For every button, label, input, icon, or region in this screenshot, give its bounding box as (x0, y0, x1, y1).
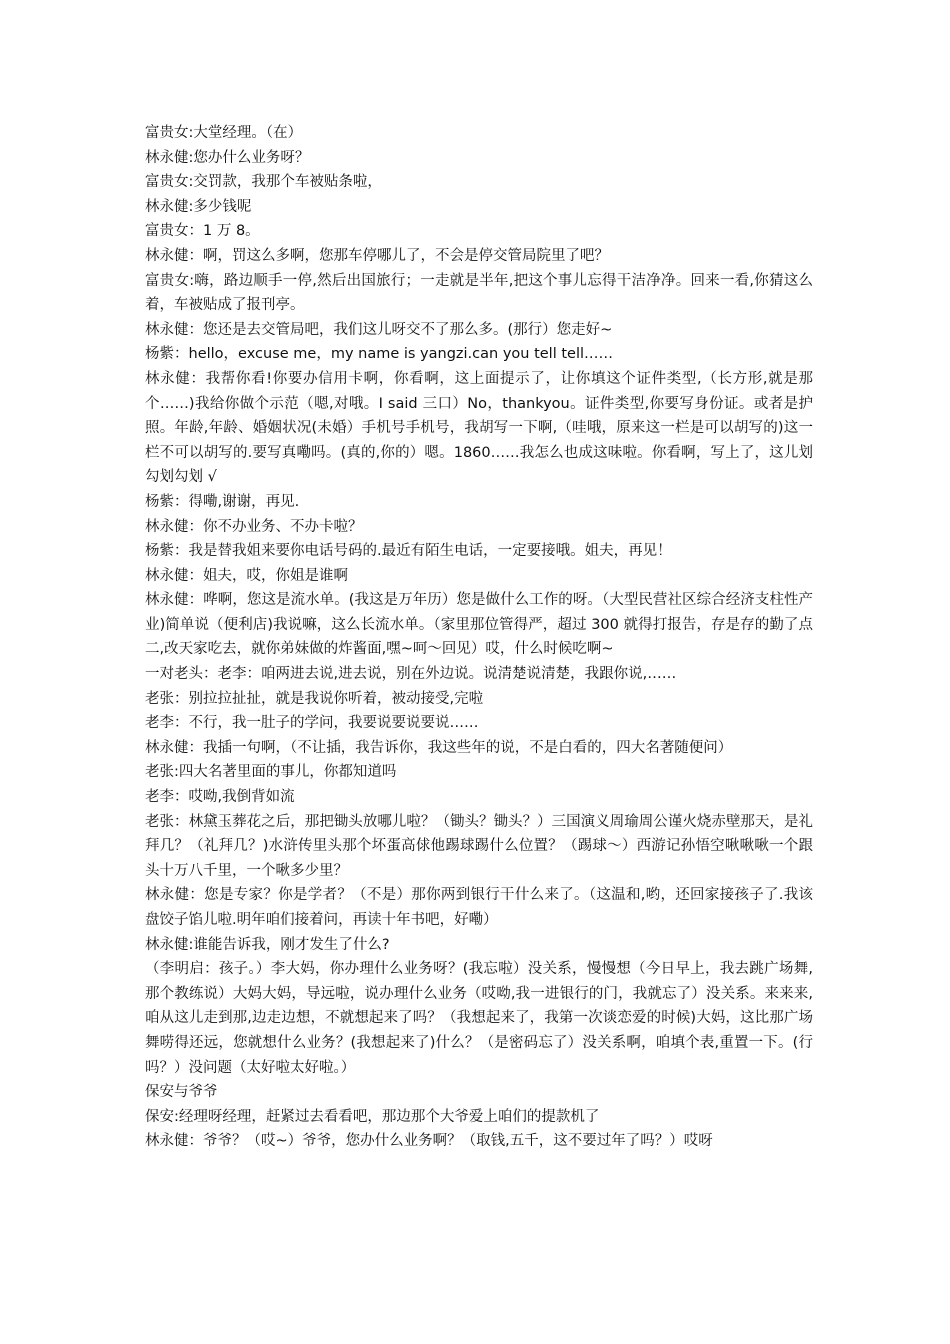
paragraph: 老李：不行，我一肚子的学问，我要说要说要说…… (145, 715, 479, 732)
paragraph: 杨紫：得嘞,谢谢，再见. (145, 493, 300, 510)
paragraph: 富贵女：1 万 8。 (145, 223, 260, 240)
paragraph: 林永健：我帮你看!你要办信用卡啊，你看啊，这上面提示了，让你填这个证件类型,（长方形,就是那个……)我给你做个示范（嗯,对哦。I said 三口）No，thankyou。证件类型,你要写身份证。或者是护照。年龄,年龄、婚姻状况(未婚）手机号手机号，我胡写一下啊,（哇哦，原来这一栏是可以胡写的)这一栏不可以胡写的.要写真嘞吗。(真的,你的）嗯。1860……我怎么也成这味啦。你看啊，写上了，这儿划勾划勾划 √ (145, 370, 813, 486)
paragraph: 一对老头：老李：咱两进去说,进去说，别在外边说。说清楚说清楚，我跟你说,…… (145, 666, 677, 683)
paragraph: 林永健：你不办业务、不办卡啦？ (145, 518, 363, 535)
paragraph: 林永健：姐夫，哎，你姐是谁啊 (145, 567, 348, 584)
paragraph: 老张：林黛玉葬花之后，那把锄头放哪儿啦？（锄头？锄头？）三国演义周瑜周公谨火烧赤壁那天，是礼拜几？（礼拜几？)水浒传里头那个坏蛋高俅他踢球踢什么位置？（踢球～）西游记孙悟空啾啾啾一个跟头十万八千里，一个啾多少里？ (145, 813, 813, 879)
paragraph: 杨紫：我是替我姐来要你电话号码的.最近有陌生电话，一定要接哦。姐夫，再见！ (145, 543, 672, 560)
paragraph: 林永健:谁能告诉我，刚才发生了什么? (145, 936, 390, 953)
paragraph: 林永健：我插一句啊，（不让插，我告诉你，我这些年的说，不是白看的，四大名著随便问） (145, 739, 733, 756)
paragraph: 林永健:您办什么业务呀？ (145, 149, 310, 166)
paragraph: 老张:四大名著里面的事儿，你都知道吗 (145, 764, 397, 781)
paragraph: 杨紫：hello，excuse me，my name is yangzi.can you tell tell…… (145, 346, 614, 363)
paragraph: 富贵女:大堂经理。（在） (145, 125, 303, 141)
paragraph: 林永健：您是专家？你是学者？（不是）那你两到银行干什么来了。（这温和,哟，还回家接孩子了.我该盘饺子馅儿啦.明年咱们接着问，再读十年书吧，好嘞） (145, 887, 813, 928)
paragraph: 林永健：啊，罚这么多啊，您那车停哪儿了，不会是停交管局院里了吧？ (145, 247, 609, 264)
paragraph: 林永健:多少钱呢 (145, 198, 252, 215)
paragraph: 保安与爷爷 (145, 1084, 218, 1101)
paragraph: 富贵女:嗨，路边顺手一停,然后出国旅行；一走就是半年,把这个事儿忘得干洁净净。回来一看,你猜这么着，车被贴成了报刊亭。 (145, 272, 813, 314)
paragraph: 林永健：爷爷？（哎~）爷爷，您办什么业务啊？（取钱,五千，这不要过年了吗？）哎呀 (145, 1133, 713, 1150)
paragraph: 保安:经理呀经理，赶紧过去看看吧，那边那个大爷爱上咱们的提款机了 (145, 1108, 600, 1125)
paragraph: 老李：哎呦,我倒背如流 (145, 789, 295, 806)
paragraph: 富贵女:交罚款，我那个车被贴条啦， (145, 174, 382, 191)
paragraph: 老张：别拉拉扯扯，就是我说你听着，被动接受,完啦 (145, 690, 484, 707)
paragraph: 林永健：哗啊，您这是流水单。(我这是万年历）您是做什么工作的呀。（大型民营社区综合经济支柱性产业)简单说（便利店)我说嘛，这么长流水单。（家里那位管得严，超过 300 就得打报告，存是存的勤了点二,改天家吃去，就你弟妹做的炸酱面,嘿~呵～回见）哎，什么时候吃啊~ (145, 592, 813, 658)
paragraph: 林永健：您还是去交管局吧，我们这儿呀交不了那么多。(那行）您走好~ (145, 321, 613, 338)
document-body (145, 121, 813, 1154)
paragraph: （李明启：孩子。）李大妈，你办理什么业务呀？(我忘啦）没关系，慢慢想（今日早上，我去跳广场舞,那个教练说）大妈大妈，导远啦，说办理什么业务（哎呦,我一进银行的门，我就忘了）没关系。来来来,咱从这儿走到那,边走边想，不就想起来了吗？（我想起来了，我第一次谈恋爱的时候)大妈，这比那广场舞唠得还远，您就想什么业务？(我想起来了)什么？（是密码忘了）没关系啊，咱填个表,重置一下。(行吗？）没问题（太好啦太好啦。） (145, 961, 813, 1076)
